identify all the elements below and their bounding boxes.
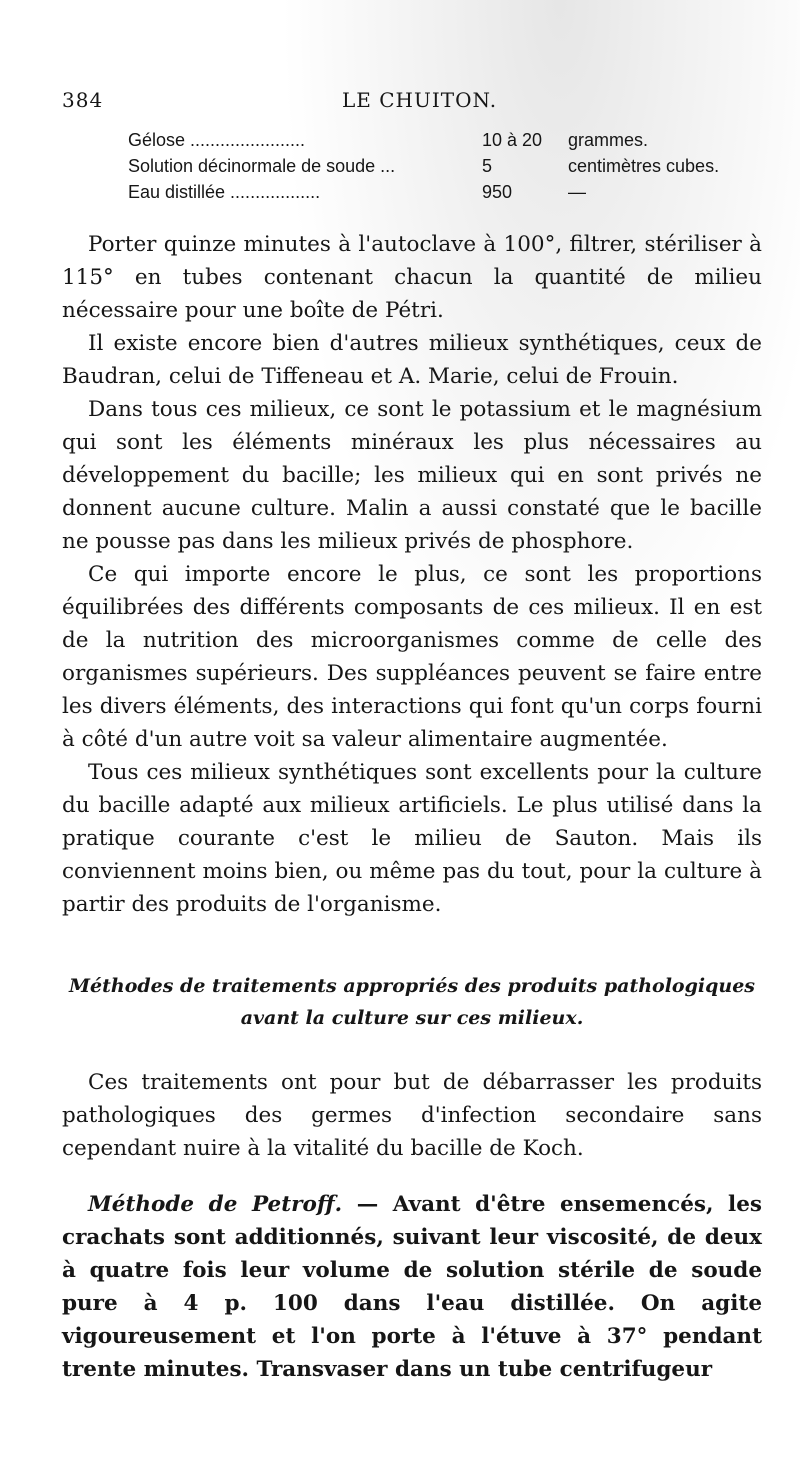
- paragraph: Ces traitements ont pour but de débarrasser les produits pathologiques des germes d'infection secondaire sans cependant nuire à la vitalité du bacille de Koch.: [62, 1070, 762, 1161]
- recipe-ingredient: Solution décinormale de soude ...: [128, 156, 396, 176]
- paragraph: Porter quinze minutes à l'autoclave à 100°, filtrer, stériliser à 115° en tubes contenant chacun la quantité de milieu nécessaire pour une boîte de Pétri.: [62, 232, 762, 323]
- main-text: [62, 228, 762, 921]
- recipe-row: [128, 130, 728, 156]
- method-title: Méthode de Petroff.: [88, 1192, 343, 1217]
- page-number: 384: [62, 88, 104, 112]
- recipe-amount: 5: [482, 156, 493, 176]
- paragraph: Il existe encore bien d'autres milieux synthétiques, ceux de Baudran, celui de Tiffeneau et A. Marie, celui de Frouin.: [62, 331, 762, 389]
- paragraph: Dans tous ces milieux, ce sont le potassium et le magnésium qui sont les éléments minéraux les plus nécessaires au développement du bacille; les milieux qui en sont privés ne donnent aucune culture. Malin a aussi constaté que le bacille ne pousse pas dans les milieux privés de phosphore.: [62, 397, 762, 554]
- recipe-ingredient: Eau distillée ..................: [128, 182, 321, 202]
- recipe-unit: centimètres cubes.: [568, 156, 720, 176]
- recipe-ingredient: Gélose .......................: [128, 130, 306, 150]
- recipe-row: [128, 182, 728, 208]
- paragraph: Ce qui importe encore le plus, ce sont les proportions équilibrées des différents composants de ces milieux. Il en est de la nutrition des microorganismes comme de celle des organismes supérieurs. Des suppléances peuvent se faire entre les divers éléments, des interactions qui font qu'un corps fourni à côté d'un autre voit sa valeur alimentaire augmentée.: [62, 562, 762, 752]
- recipe-list: [128, 130, 728, 208]
- petroff-method-text: [62, 1188, 762, 1386]
- running-head: [62, 88, 762, 114]
- recipe-row: [128, 156, 728, 182]
- recipe-unit: grammes.: [568, 130, 649, 150]
- running-head-title: LE CHUITON.: [342, 88, 498, 112]
- section-heading-line: Méthodes de traitements appropriés des produits pathologiques: [68, 975, 755, 997]
- recipe-unit: —: [568, 182, 586, 202]
- recipe-amount: 10 à 20: [482, 130, 543, 150]
- method-description: — Avant d'être ensemencés, les crachats sont additionnés, suivant leur viscosité, de deux à quatre fois leur volume de solution stérile de soude pure à 4 p. 100 dans l'eau distillée. On agite vigoureusement et l'on porte à l'étuve à 37° pendant trente minutes. Transvaser dans un tube centrifugeur: [62, 1192, 762, 1382]
- paragraph: Tous ces milieux synthétiques sont excellents pour la culture du bacille adapté aux milieux artificiels. Le plus utilisé dans la pratique courante c'est le milieu de Sauton. Mais ils conviennent moins bien, ou même pas du tout, pour la culture à partir des produits de l'organisme.: [62, 760, 762, 917]
- section-heading: [62, 970, 762, 1034]
- recipe-amount: 950: [482, 182, 513, 202]
- intro-text: [62, 1066, 762, 1165]
- paragraph: [62, 1188, 762, 1386]
- section-heading-line: avant la culture sur ces milieux.: [240, 1007, 584, 1029]
